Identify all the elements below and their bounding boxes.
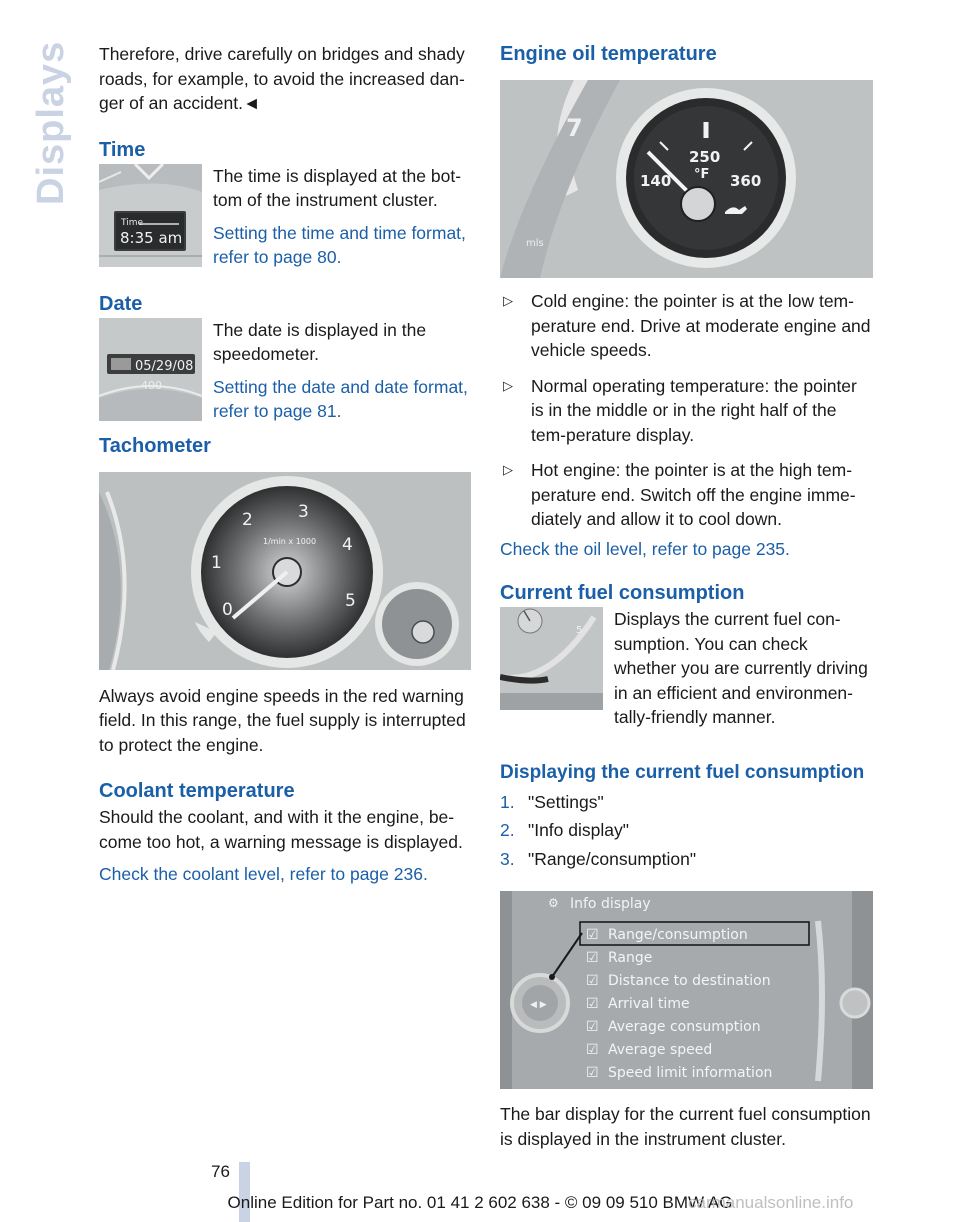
coolant-text: Should the coolant, and with it the engine, be-come too hot, a warning message is displayed. bbox=[99, 807, 463, 852]
fuel-bar-graphic bbox=[500, 607, 603, 710]
oil-bullet-hot: ▷ Hot engine: the pointer is at the high tem-perature end. Switch off the engine imme-diately and allow it to cool down. bbox=[503, 460, 856, 529]
menu-check-icon: ☑ bbox=[586, 950, 599, 966]
menu-check-icon: ☑ bbox=[586, 1065, 599, 1081]
menu-check-icon: ☑ bbox=[586, 1019, 599, 1035]
menu-item-speed-limit[interactable]: Speed limit information bbox=[608, 1065, 773, 1081]
info-display-graphic bbox=[500, 891, 873, 1089]
date-heading: Date bbox=[99, 292, 143, 315]
menu-check-icon: ☑ bbox=[586, 973, 599, 989]
coolant-heading: Coolant temperature bbox=[99, 780, 295, 802]
coolant-link[interactable]: Check the coolant level, refer to page 236. bbox=[99, 864, 428, 884]
menu-check-icon: ☑ bbox=[586, 1042, 599, 1058]
menu-item-avg-consumption[interactable]: Average consumption bbox=[608, 1019, 761, 1035]
right-column bbox=[500, 42, 873, 1151]
time-img-label: Time bbox=[121, 217, 144, 228]
intro-paragraph: Therefore, drive carefully on bridges and shady roads, for example, to avoid the increased dan-ger of an accident.◄ bbox=[99, 44, 465, 113]
bullet-marker: ▷ bbox=[503, 293, 513, 308]
date-text: The date is displayed in the speedometer. bbox=[213, 319, 427, 364]
fuel-heading: Current fuel consumption bbox=[500, 582, 745, 604]
menu-title-icon: ⚙ bbox=[548, 896, 559, 910]
menu-check-icon: ☑ bbox=[586, 927, 599, 943]
oil-unit: °F bbox=[694, 167, 710, 182]
tachometer-heading: Tachometer bbox=[99, 434, 211, 457]
fuel-section bbox=[500, 607, 873, 730]
oil-link[interactable]: Check the oil level, refer to page 235. bbox=[500, 538, 790, 559]
menu-item-avg-speed[interactable]: Average speed bbox=[608, 1042, 713, 1058]
side-tab-label: Displays bbox=[30, 40, 72, 205]
fuel-image bbox=[500, 607, 603, 710]
footer-text: Online Edition for Part no. 01 41 2 602 638 - © 09 09 510 BMW AG bbox=[227, 1193, 733, 1212]
svg-text:◀ ▶: ◀ ▶ bbox=[530, 1000, 547, 1010]
page-number: 76 bbox=[211, 1162, 230, 1181]
date-link[interactable]: Setting the date and date format, refer to page 81. bbox=[213, 376, 468, 421]
time-section bbox=[99, 164, 471, 270]
step-2: 2. "Info display" bbox=[500, 820, 629, 840]
tacho-tick-2: 2 bbox=[242, 509, 253, 530]
menu-item-range-consumption[interactable]: Range/consumption bbox=[608, 927, 748, 943]
menu-item-arrival[interactable]: Arrival time bbox=[608, 996, 690, 1012]
bullet-marker: ▷ bbox=[503, 462, 513, 477]
oil-high: 360 bbox=[730, 172, 762, 190]
fuel-img-num: 5 bbox=[576, 625, 583, 636]
date-image bbox=[99, 318, 202, 421]
tacho-tick-3: 3 bbox=[298, 501, 309, 522]
fuel-text: Displays the current fuel con-sumption. You can check whether you are currently driving in an efficient and environmen-tally-friendly manner. bbox=[614, 609, 868, 727]
time-image bbox=[99, 164, 202, 267]
bar-display-text: The bar display for the current fuel consumption is displayed in the instrument cluster. bbox=[500, 1104, 871, 1149]
time-display-graphic bbox=[99, 164, 202, 267]
footer bbox=[0, 1193, 960, 1213]
step-1: 1. "Settings" bbox=[500, 791, 604, 812]
oil-mid: 250 bbox=[689, 148, 721, 166]
time-text: The time is displayed at the bot-tom of the instrument cluster. bbox=[213, 165, 462, 210]
oil-heading: Engine oil temperature bbox=[500, 43, 717, 65]
oil-low: 140 bbox=[640, 172, 672, 190]
steps-list bbox=[500, 790, 873, 872]
footer-bar bbox=[239, 1162, 250, 1222]
menu-item-range[interactable]: Range bbox=[608, 950, 653, 966]
oil-bullet-cold: ▷ Cold engine: the pointer is at the low tem-perature end. Drive at moderate engine and vehicle speeds. bbox=[503, 291, 871, 360]
tachometer-image bbox=[99, 472, 471, 670]
left-column bbox=[99, 42, 471, 887]
info-display-screen bbox=[500, 891, 873, 1089]
side-tab bbox=[22, 40, 72, 210]
watermark: carmanualsonline.info bbox=[688, 1193, 854, 1212]
oil-gauge-graphic bbox=[500, 80, 873, 278]
menu-title: Info display bbox=[570, 896, 651, 912]
step-3: 3. "Range/consumption" bbox=[500, 848, 697, 869]
tacho-tick-4: 4 bbox=[342, 534, 353, 555]
tachometer-text: Always avoid engine speeds in the red warning field. In this range, the fuel supply is interrupted to protect the engine. bbox=[99, 685, 466, 755]
tacho-tick-5: 5 bbox=[345, 590, 356, 611]
menu-check-icon: ☑ bbox=[586, 996, 599, 1012]
tacho-tick-0: 0 bbox=[222, 599, 233, 620]
menu-item-distance[interactable]: Distance to destination bbox=[608, 973, 771, 989]
time-img-value: 8:35 am bbox=[120, 228, 183, 247]
oil-side-unit: mls bbox=[526, 238, 544, 249]
date-section bbox=[99, 318, 471, 424]
date-img-value: 05/29/08 bbox=[135, 358, 194, 374]
time-link[interactable]: Setting the time and time format, refer to page 80. bbox=[213, 222, 466, 267]
oil-gauge-image bbox=[500, 80, 873, 278]
tachometer-graphic bbox=[99, 472, 471, 670]
bullet-marker: ▷ bbox=[503, 377, 513, 393]
oil-bullet-normal: ▷ Normal operating temperature: the pointer is in the middle or in the right half of the tem-perature display. bbox=[503, 375, 857, 445]
tacho-tick-1: 1 bbox=[211, 552, 222, 573]
date-display-graphic bbox=[99, 318, 202, 421]
display-fuel-heading: Displaying the current fuel consumption bbox=[500, 761, 865, 783]
tacho-unit: 1/min x 1000 bbox=[263, 536, 317, 546]
oil-side-num: 7 bbox=[566, 114, 583, 142]
oil-bullet-list bbox=[500, 289, 873, 532]
date-img-speed: 400 bbox=[141, 378, 162, 392]
time-heading: Time bbox=[99, 138, 146, 161]
